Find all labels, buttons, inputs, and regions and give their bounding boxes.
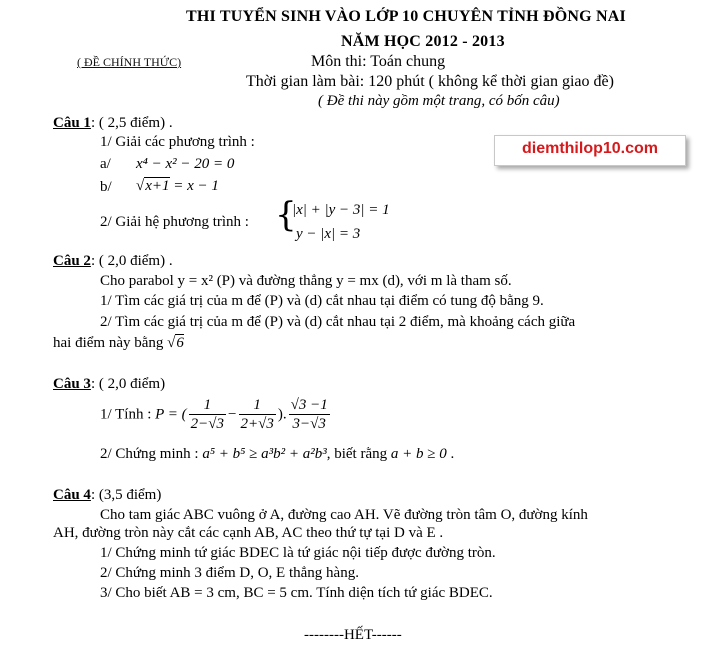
official-label: ( ĐỀ CHÍNH THỨC) <box>77 55 182 69</box>
q4-line1: Cho tam giác ABC vuông ở A, đường cao AH. Vẽ đường tròn tâm O, đường kính <box>100 507 588 523</box>
q1-system-eq2: y − |x| = 3 <box>296 226 361 242</box>
q1-a-equation: x⁴ − x² − 20 = 0 <box>136 156 235 172</box>
q1-b-label: b/ <box>100 179 112 195</box>
watermark-box <box>494 135 686 166</box>
school-year: NĂM HỌC 2012 - 2013 <box>341 33 505 50</box>
time-line: Thời gian làm bài: 120 phút ( không kể thời gian giao đề) <box>246 73 614 90</box>
q4-part2: 2/ Chứng minh 3 điểm D, O, E thẳng hàng. <box>100 565 359 581</box>
page-note: ( Đề thi này gồm một trang, có bốn câu) <box>318 93 560 109</box>
q3-heading: Câu 3: ( 2,0 điểm) <box>53 376 166 392</box>
exam-title: THI TUYỂN SINH VÀO LỚP 10 CHUYÊN TỈNH ĐỒNG NAI <box>186 8 626 25</box>
q4-part1: 1/ Chứng minh tứ giác BDEC là tứ giác nội tiếp được đường tròn. <box>100 545 496 561</box>
q4-part3: 3/ Cho biết AB = 3 cm, BC = 5 cm. Tính diện tích tứ giác BDEC. <box>100 585 493 601</box>
q4-heading: Câu 4: (3,5 điểm) <box>53 487 162 503</box>
q2-part2-line1: 2/ Tìm các giá trị của m để (P) và (d) cắt nhau tại 2 điểm, mà khoảng cách giữa <box>100 314 576 330</box>
q1-heading: Câu 1: ( 2,5 điểm) . <box>53 115 173 131</box>
q2-part2-line2: hai điểm này bằng √6 <box>53 335 184 351</box>
q2-part1: 1/ Tìm các giá trị của m để (P) và (d) cắt nhau tại điểm có tung độ bằng 9. <box>100 293 544 309</box>
q4-line2: AH, đường tròn này cắt các cạnh AB, AC theo thứ tự tại D và E . <box>53 525 444 541</box>
q1-part2: 2/ Giải hệ phương trình : <box>100 214 249 230</box>
subject-line: Môn thi: Toán chung <box>311 53 446 70</box>
q1-part1: 1/ Giải các phương trình : <box>100 134 255 150</box>
q1-a-label: a/ <box>100 156 111 172</box>
q3-part2: 2/ Chứng minh : a⁵ + b⁵ ≥ a³b² + a²b³, biết rằng a + b ≥ 0 . <box>100 446 455 462</box>
q3-part1: 1/ Tính : P = ( $\frac{1}{2-√3}$ − $\frac{1}{2+√3}$ ). $\frac{√3 -1}{3-√3}$ <box>100 397 328 432</box>
q2-heading: Câu 2: ( 2,0 điểm) . <box>53 253 173 269</box>
q2-intro: Cho parabol y = x² (P) và đường thẳng y = mx (d), với m là tham số. <box>100 273 512 289</box>
q1-system-eq1: |x| + |y − 3| = 1 <box>292 202 390 218</box>
brand-text: diemthilop10.com <box>521 140 659 157</box>
q1-b-equation: √x+1 = x − 1 <box>136 178 219 194</box>
end-marker: --------HẾT------ <box>304 627 402 643</box>
system-brace: { <box>275 195 297 235</box>
